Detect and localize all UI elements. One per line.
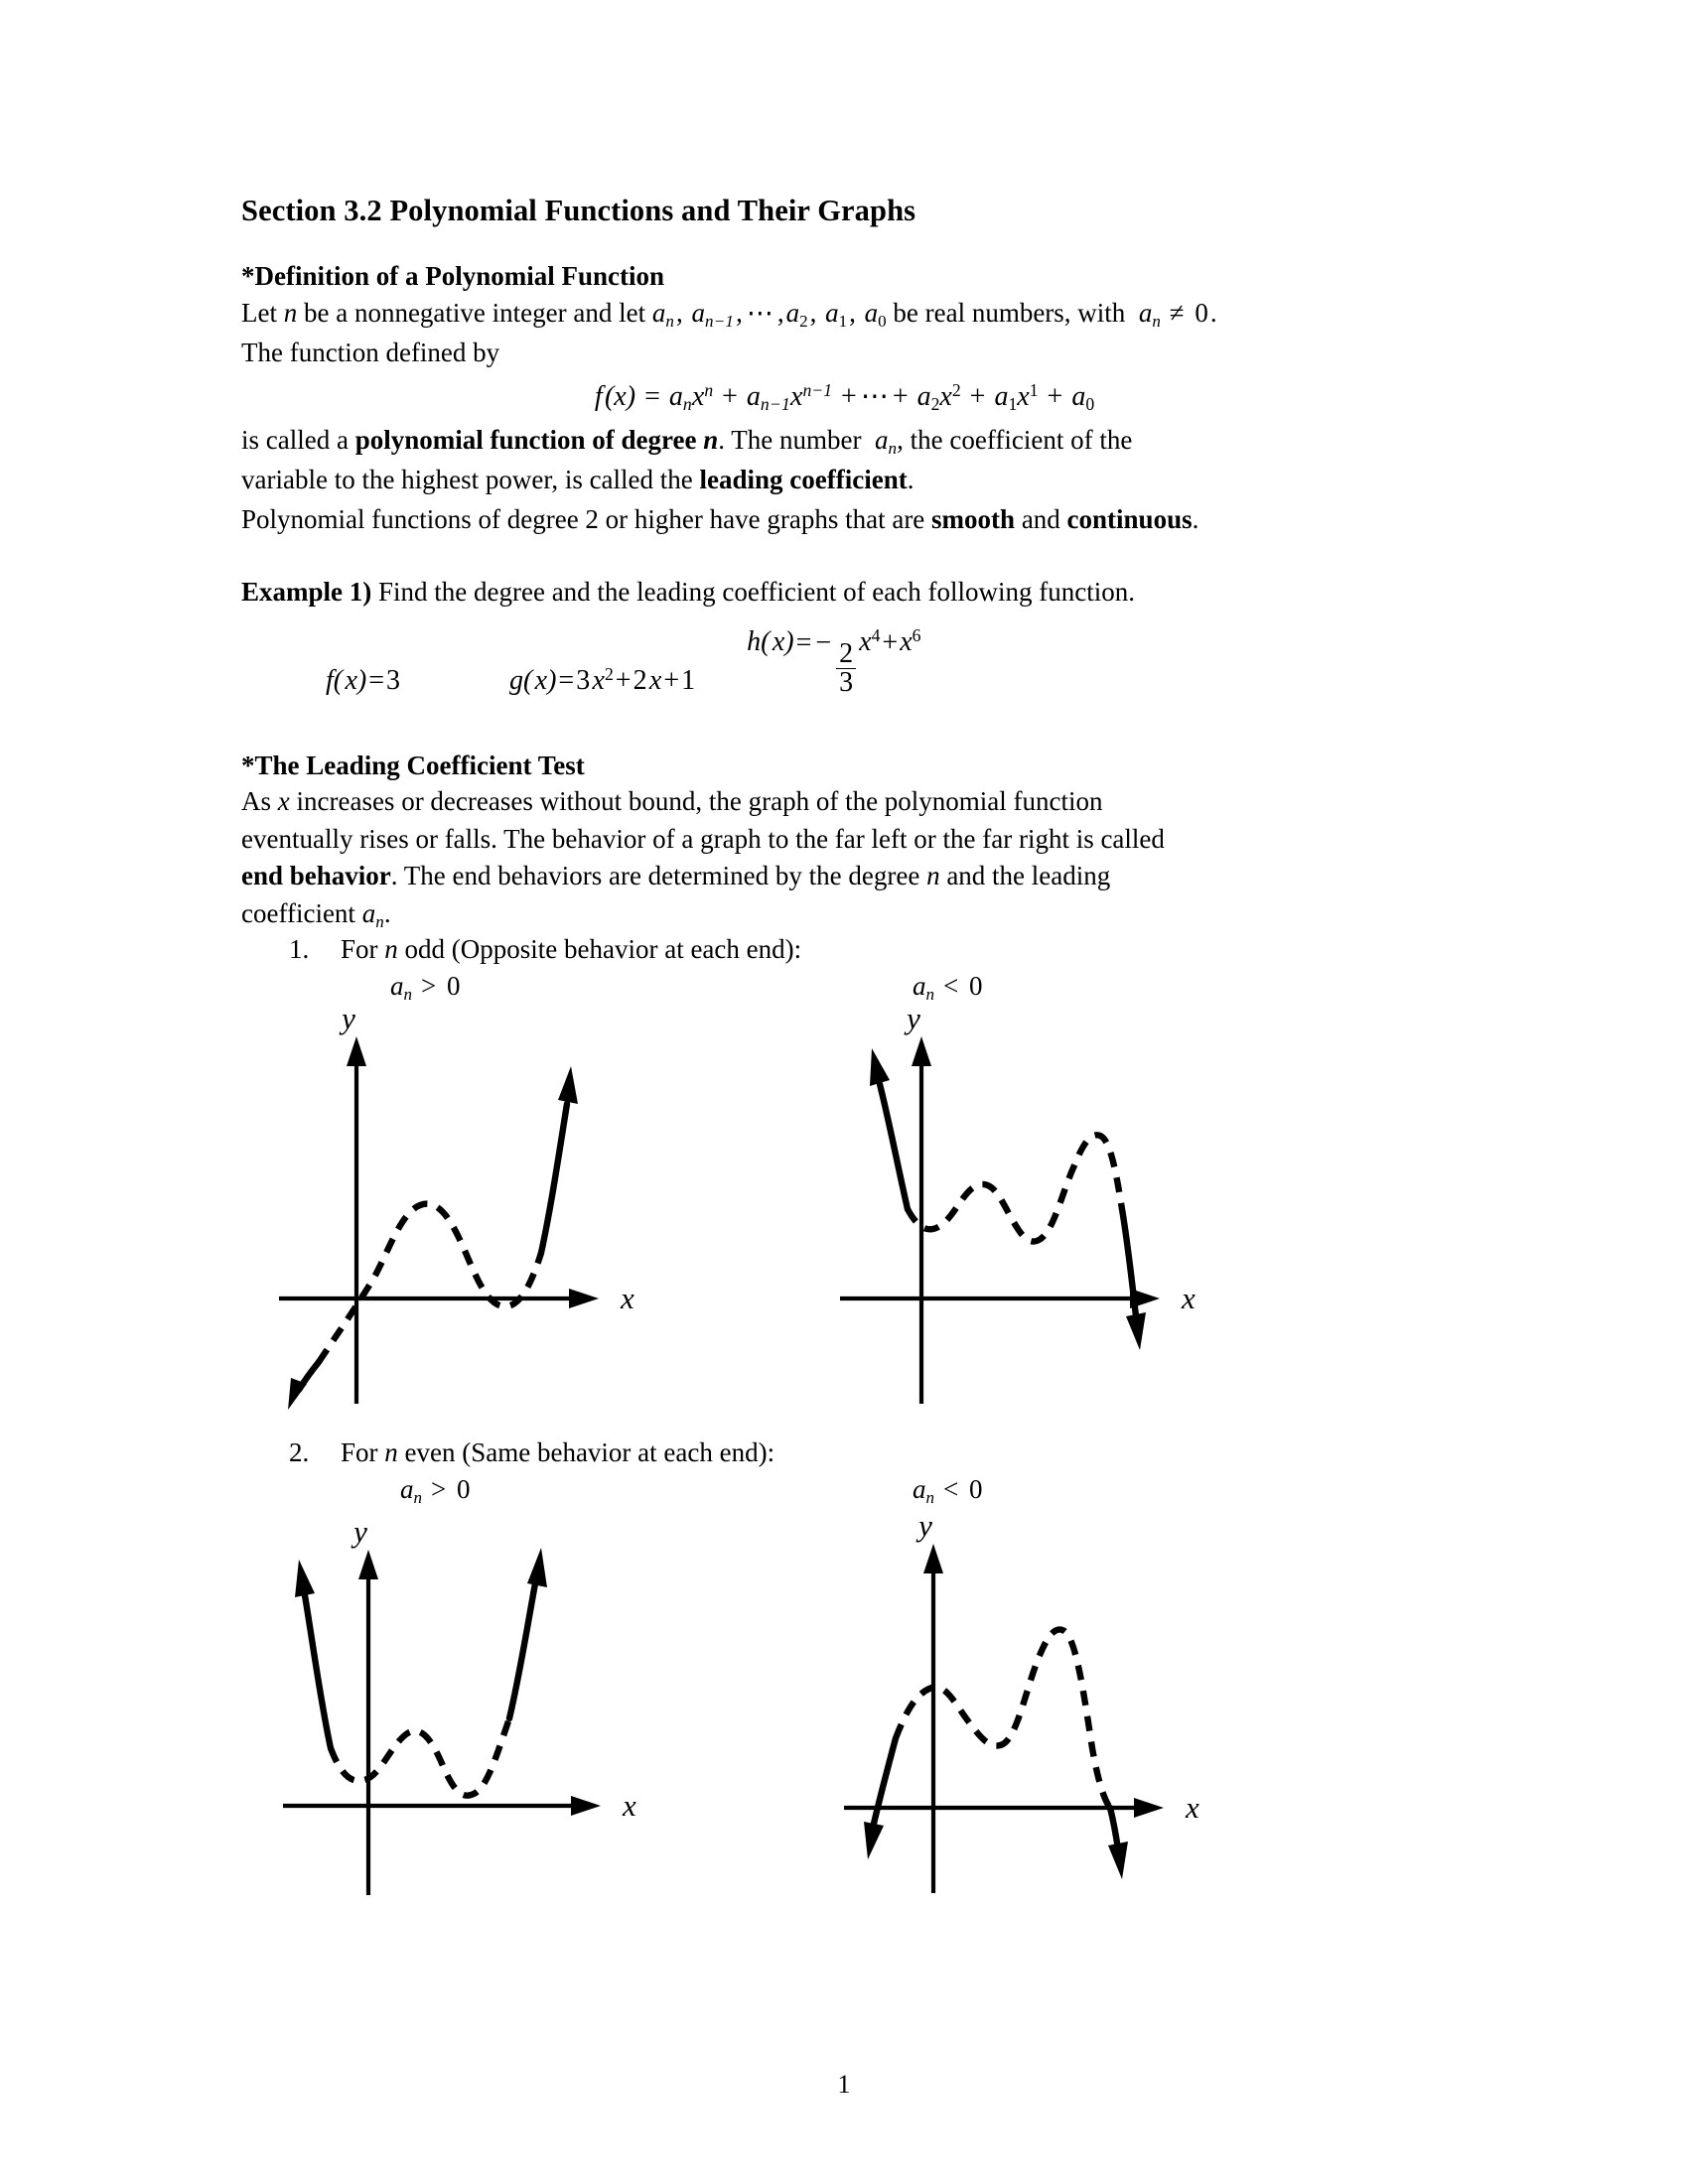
left-arrowhead-up bbox=[295, 1560, 315, 1597]
polynomial-curve-dashed bbox=[331, 1718, 509, 1796]
document-content bbox=[241, 194, 1448, 1915]
lt3-b: and the leading bbox=[939, 861, 1111, 891]
example-1-label: Example 1) bbox=[241, 576, 372, 607]
definition-line-1 bbox=[241, 294, 1448, 335]
lt4-an: $a_n$ bbox=[361, 898, 384, 931]
def-text-d: . bbox=[1209, 297, 1217, 328]
list-number-1: 1. bbox=[289, 933, 310, 964]
lt4-b: . bbox=[383, 898, 391, 929]
y-axis-label-even-negative: y bbox=[918, 1517, 932, 1543]
list-item-n-odd bbox=[241, 934, 1448, 965]
lt3-bold: end behavior bbox=[241, 861, 391, 891]
list-text-1: For n odd (Opposite behavior at each end): bbox=[341, 933, 802, 964]
leading-test-heading: *The Leading Coefficient Test bbox=[241, 751, 585, 781]
list-text-2: For n even (Same behavior at each end): bbox=[341, 1436, 775, 1467]
condition-even-negative: $a_n < 0$ bbox=[913, 1473, 983, 1507]
list-number-2: 2. bbox=[289, 1436, 310, 1467]
right-end-behavior-rises bbox=[509, 1583, 535, 1718]
def5-b: . bbox=[1192, 503, 1199, 534]
def3-an: $a_n$ bbox=[874, 424, 898, 458]
def4-b: . bbox=[907, 465, 914, 495]
lt3-a: . The end behaviors are determined by the degree bbox=[390, 861, 927, 891]
def4-bold: leading coefficient bbox=[699, 465, 908, 495]
right-arrowhead-down bbox=[1126, 1312, 1146, 1350]
leading-test-list-2 bbox=[241, 1437, 1448, 1468]
left-arrowhead-down bbox=[864, 1822, 884, 1859]
x-axis-label-odd-positive: x bbox=[621, 1280, 634, 1315]
definition-line-4 bbox=[241, 461, 1448, 499]
x-axis-odd-positive bbox=[279, 1289, 599, 1308]
lt1-x: x bbox=[277, 785, 290, 816]
page-title: Section 3.2 Polynomial Functions and Their Graphs bbox=[241, 194, 916, 227]
right-arrowhead-up bbox=[558, 1066, 578, 1104]
example-function-g: g( x)=3 $x^2+2$ x+1 bbox=[509, 664, 696, 697]
y-axis-even-negative bbox=[923, 1544, 943, 1893]
leading-test-line-1 bbox=[241, 783, 1448, 821]
polynomial-curve-dashed bbox=[908, 1135, 1122, 1241]
right-end-behavior-falls bbox=[1110, 1808, 1118, 1849]
graph-even-negative bbox=[822, 1518, 1239, 1905]
example-function-f: f( x)=3 bbox=[326, 665, 400, 697]
leading-test-line-3 bbox=[241, 858, 1448, 895]
page-number: 1 bbox=[837, 2070, 851, 2099]
right-arrowhead-up bbox=[527, 1548, 547, 1587]
x-axis-label-even-positive: x bbox=[623, 1787, 636, 1823]
y-axis-odd-positive bbox=[347, 1036, 366, 1404]
x-axis-even-negative bbox=[844, 1798, 1164, 1818]
condition-odd-positive: $a_n > 0$ bbox=[390, 970, 461, 1004]
example-1-text: Find the degree and the leading coefficient of each following function. bbox=[371, 576, 1135, 607]
lt1-b: increases or decreases without bound, the graph of the polynomial function bbox=[289, 785, 1103, 816]
def3-bold-n: n bbox=[703, 424, 719, 455]
definition-line-3 bbox=[241, 421, 1448, 462]
polynomial-general-equation: f $(x) = a_nx^n + a_{n-1}x^{n-1}$ + ⋯ + $a2x^2 + a1x^1 + a0$ bbox=[594, 379, 1095, 414]
graph-odd-negative bbox=[822, 1015, 1239, 1412]
example-1-functions bbox=[241, 625, 1448, 697]
lt4-a: coefficient bbox=[241, 898, 362, 929]
definition-heading: *Definition of a Polynomial Function bbox=[241, 261, 665, 292]
y-axis-label-even-positive: y bbox=[353, 1517, 367, 1549]
def3-b: . The number bbox=[718, 424, 869, 455]
leading-test-line-2: eventually rises or falls. The behavior of a graph to the far left or the far right is called bbox=[241, 823, 1165, 854]
x-axis-even-positive bbox=[283, 1796, 601, 1816]
left-arrowhead-up bbox=[870, 1048, 890, 1086]
leading-test-list bbox=[241, 934, 1448, 965]
graph-odd-negative-svg bbox=[822, 1015, 1239, 1412]
def3-c: , the coefficient of the bbox=[897, 424, 1133, 455]
x-axis-label-odd-negative: x bbox=[1182, 1280, 1196, 1315]
conditions-row-odd bbox=[241, 971, 1448, 1009]
example-1-prompt bbox=[241, 573, 1448, 612]
conditions-row-even bbox=[241, 1474, 1448, 1512]
left-end-behavior-falls bbox=[874, 1738, 896, 1824]
y-axis-label-odd-positive: y bbox=[342, 1014, 355, 1035]
left-end-behavior-rises bbox=[880, 1084, 908, 1209]
y-axis-even-positive bbox=[358, 1550, 378, 1895]
x-axis-odd-negative bbox=[840, 1289, 1160, 1308]
lt1-a: As bbox=[241, 785, 278, 816]
x-axis-label-even-negative: x bbox=[1186, 1789, 1199, 1825]
definition-line-5 bbox=[241, 500, 1448, 539]
graph-even-positive-svg bbox=[261, 1518, 678, 1905]
def5-a: Polynomial functions of degree 2 or higher have graphs that are bbox=[241, 503, 932, 534]
def5-bold-smooth: smooth bbox=[931, 503, 1016, 534]
condition-even-positive: $a_n > 0$ bbox=[400, 1473, 471, 1507]
list-item-n-even bbox=[241, 1437, 1448, 1468]
left-end-behavior-rises bbox=[305, 1595, 331, 1748]
def4-a: variable to the highest power, is called the bbox=[241, 465, 700, 495]
leading-test-line-4 bbox=[241, 895, 1448, 934]
def5-bold-continuous: continuous bbox=[1066, 503, 1193, 534]
definition-line-2: The function defined by bbox=[241, 338, 500, 368]
def-text-b: be a nonnegative integer and let bbox=[297, 297, 652, 328]
graph-odd-positive bbox=[261, 1015, 678, 1412]
lt3-n: n bbox=[926, 861, 940, 891]
def-var-n: n bbox=[283, 297, 298, 328]
example-function-h: h( x)= − $\frac{2}{3}$ $x^4+x^6$ bbox=[747, 625, 921, 699]
graph-row-even bbox=[241, 1518, 1448, 1915]
polynomial-curve-dashed bbox=[319, 1203, 541, 1361]
def-text-a: Let bbox=[241, 297, 284, 328]
condition-odd-negative: $a_n < 0$ bbox=[913, 970, 983, 1004]
right-arrowhead-down bbox=[1108, 1842, 1128, 1879]
def3-a: is called a bbox=[241, 424, 355, 455]
def5-mid: and bbox=[1015, 503, 1067, 534]
polynomial-curve-dashed bbox=[896, 1629, 1110, 1808]
graph-odd-positive-svg bbox=[261, 1015, 678, 1412]
def-text-c: be real numbers, with bbox=[886, 297, 1133, 328]
graph-even-negative-svg bbox=[822, 1518, 1239, 1905]
graph-row-odd bbox=[241, 1015, 1448, 1432]
graph-even-positive bbox=[261, 1518, 678, 1905]
fraction-two-thirds: $\frac{2}{3}$ bbox=[836, 640, 856, 697]
right-end-behavior-rises bbox=[541, 1104, 567, 1253]
def-an-neq-0: $a_n \ne 0$ bbox=[1138, 297, 1208, 331]
y-axis-label-odd-negative: y bbox=[907, 1014, 920, 1035]
def3-bold: polynomial function of degree bbox=[354, 424, 704, 455]
def-coeff-list: $a_n$, $a_{n-1}$, ⋯ ,a2, a1, a0 bbox=[651, 297, 887, 331]
